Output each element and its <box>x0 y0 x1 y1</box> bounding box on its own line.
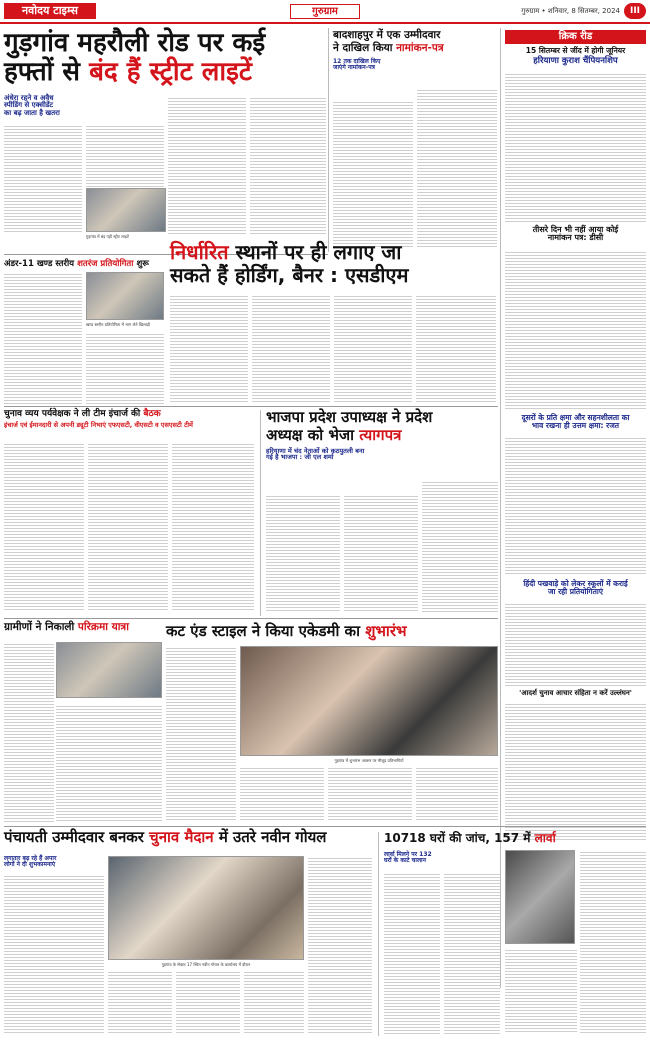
quote-body <box>505 702 646 842</box>
academy-headline-highlight: शुभारंभ <box>365 622 407 640</box>
badshahpur-headline-2a: ने दाखिल किया <box>333 42 397 55</box>
lead-body-col-1 <box>4 124 82 234</box>
kshama-headline-1: दूसरों के प्रति क्षमा और सहनशीलता का <box>521 413 630 422</box>
lead-headline-line-1: गुड़गांव महरौली रोड पर कई <box>4 28 266 58</box>
hindi-headline-1: हिंदी पखवाड़े को लेकर स्कूलों में कराई <box>523 579 628 588</box>
badshahpur-sub-2: जाएंगे नामांकन-पत्र <box>333 64 375 72</box>
chess-headline-highlight: शतरंज प्रतियोगिता <box>77 259 134 269</box>
larva-sub-1: लार्वा मिलने पर 132 <box>384 851 432 858</box>
hoarding-body-3 <box>334 294 412 402</box>
nomination-headline-1: तीसरे दिन भी नहीं आया कोई <box>532 225 619 234</box>
page-number: III <box>624 3 646 19</box>
section-label: गुरुग्राम <box>290 4 360 19</box>
lead-sub-3: का बढ़ जाता है खतरा <box>4 108 60 117</box>
panchayat-photo-caption: गुड़गांव के सेक्टर 17 स्थित नवीन गोयल के कार्यालय में दौरान <box>161 962 251 967</box>
panchayat-side <box>4 856 104 869</box>
expense-headline-highlight: बैठक <box>143 409 161 419</box>
hindi-quote: 'आदर्श चुनाव आचार संहिता न करें उल्लंघन' <box>519 689 632 697</box>
panchayat-body-2 <box>108 970 172 1034</box>
bjp-body-2 <box>344 494 418 612</box>
bjp-headline-highlight: त्यागपत्र <box>359 425 402 444</box>
cricket-headline-2: हरियाणा कुराश चैंपियनशिप <box>533 55 618 66</box>
chess-headline-prefix: अंडर-11 खण्ड स्तरीय <box>4 259 78 269</box>
panchayat-body-3 <box>176 970 240 1034</box>
cricket-body <box>505 72 646 222</box>
larva-headline-a: 10718 घरों की जांच, 157 में <box>384 831 535 845</box>
lead-body-col-4 <box>250 96 326 234</box>
hoarding-story <box>170 242 500 286</box>
badshahpur-headline-1: बादशाहपुर में एक उम्मीदवार <box>333 29 441 41</box>
parikrama-headline <box>4 622 174 633</box>
panchayat-body-5 <box>308 856 372 1034</box>
panchayat-headline-c: में उतरे नवीन गोयल <box>213 828 327 846</box>
panchayat-body-1 <box>4 874 104 1034</box>
bjp-body-1 <box>266 494 340 612</box>
badshahpur-body-1 <box>333 100 413 248</box>
panchayat-side-head-2: लोगों ने दी शुभकामनाएं <box>4 861 56 869</box>
badshahpur-sub-1: 12 तक दाखिल किए <box>333 58 381 66</box>
larva-body-1 <box>384 872 440 1034</box>
bjp-headline-2 <box>266 425 498 444</box>
lead-subhead <box>4 95 84 117</box>
academy-headline-a: कट एंड स्टाइल ने किया एकेडमी का <box>166 622 366 640</box>
kshama-headline-2: भाव रखना ही उत्तम क्षमा: रजत <box>531 420 620 430</box>
nomination-story <box>505 226 646 243</box>
panchayat-headline-highlight: चुनाव मैदान <box>149 828 214 846</box>
larva-body-4 <box>505 948 577 1034</box>
lead-photo-caption: गुड़गांव में बंद पड़ी स्ट्रीट लाइटें <box>86 234 129 239</box>
lead-sub-1: अंधेरा रहने व अवैध <box>4 94 54 102</box>
chess-body-2 <box>86 332 164 404</box>
academy-body-3 <box>328 766 412 822</box>
panchayat-headline-a: पंचायती उम्मीदवार बनकर <box>4 828 150 846</box>
kshama-story <box>505 414 646 430</box>
academy-body-4 <box>416 766 498 822</box>
badshahpur-body-2 <box>417 88 497 248</box>
hoarding-body-1 <box>170 294 248 402</box>
lead-photo <box>86 188 166 232</box>
masthead <box>0 0 650 24</box>
parikrama-headline-highlight: परिक्रमा यात्रा <box>77 621 129 633</box>
larva-headline <box>384 832 594 845</box>
lead-headline-line-2 <box>4 59 324 86</box>
expense-body-1 <box>4 442 84 612</box>
academy-photo-caption: गुड़गांव में शुभारंभ अवसर पर मौजूद प्रतिभागियों <box>334 758 404 763</box>
expense-body-2 <box>88 442 168 612</box>
cricket-story <box>505 47 646 66</box>
hoarding-headline-2: सकते हैं होर्डिंग, बैनर : एसडीएम <box>170 263 409 287</box>
hindi-body <box>505 602 646 686</box>
larva-sub <box>384 852 494 865</box>
parikrama-body <box>4 642 54 822</box>
hoarding-headline-1b: स्थानों पर ही लगाए जा <box>228 240 402 264</box>
academy-photo <box>240 646 498 756</box>
expense-headline-2: इंचार्ज एवं ईमानदारी से अपनी ड्यूटी निभाएं एफएसटी, वीएसटी व एसएसटी टीमें <box>4 421 193 430</box>
bjp-sub-2: गई है भाजपा : जी एल शर्मा <box>266 453 334 462</box>
badshahpur-headline-highlight: नामांकन-पत्र <box>396 42 444 55</box>
panchayat-side-head-1: लगातार बढ़ रहे हैं अपार <box>4 855 57 862</box>
hindi-story <box>505 580 646 596</box>
lead-body-col-3 <box>168 96 246 234</box>
expense-headline-1a: चुनाव व्यय पर्यवेक्षक ने ली टीम इंचार्ज की <box>4 409 144 419</box>
panchayat-photo <box>108 856 304 960</box>
expense-headline-1 <box>4 410 274 419</box>
lead-sub-2: स्पीडिंग से एक्सीडेंट <box>4 101 54 110</box>
parikrama-headline-a: ग्रामीणों ने निकाली <box>4 621 78 633</box>
nomination-headline-2: नामांकन पत्र: डीसी <box>547 233 604 243</box>
badshahpur-story <box>333 30 493 72</box>
larva-sub-2: घरों के काटे चालान <box>384 857 426 865</box>
chess-body-1 <box>4 272 82 404</box>
hindi-headline-2: जा रही प्रतियोगिताएं <box>547 586 604 596</box>
bjp-body-3 <box>422 480 498 612</box>
bjp-headline-2a: अध्यक्ष को भेजा <box>266 425 360 444</box>
badshahpur-headline-2 <box>333 43 493 54</box>
kshama-body <box>505 436 646 576</box>
larva-photo <box>505 850 575 944</box>
academy-body-1 <box>166 646 236 822</box>
nomination-body <box>505 250 646 410</box>
hoarding-headline-1 <box>170 242 500 263</box>
lead-headline-line-2a: हफ्तों से <box>4 57 90 88</box>
academy-body-2 <box>240 766 324 822</box>
hoarding-headline-highlight: निर्धारित <box>170 240 229 264</box>
chess-headline-suffix: शुरू <box>133 259 149 269</box>
bjp-story <box>266 410 498 461</box>
bjp-sub-1: हरियाणा में चंद नेताओं को कठपुतली बना <box>266 446 365 455</box>
hoarding-body-2 <box>252 294 330 402</box>
expense-story <box>4 410 274 429</box>
cricket-headline-1: 15 सितम्बर से जींद में होगी जूनियर <box>525 46 626 55</box>
parikrama-photo <box>56 642 162 698</box>
expense-body-3 <box>172 442 254 612</box>
chess-photo <box>86 272 164 320</box>
academy-story <box>166 624 500 640</box>
hoarding-body-4 <box>416 294 496 402</box>
chess-headline <box>4 258 184 269</box>
larva-headline-highlight: लार्वा <box>534 831 556 845</box>
academy-headline <box>166 624 500 640</box>
panchayat-body-4 <box>244 970 304 1034</box>
lead-headline-highlight: बंद हैं स्ट्रीट लाइटें <box>89 57 252 88</box>
dateline: गुरुग्राम • शनिवार, 8 सितम्बर, 2024 <box>521 7 620 15</box>
larva-body-2 <box>444 872 500 1034</box>
larva-body-3 <box>580 850 646 1034</box>
panchayat-headline <box>4 830 404 846</box>
paper-logo: नवोदय टाइम्स <box>4 3 96 19</box>
chess-photo-caption: खण्ड स्तरीय प्रतियोगिता में भाग लेते खिलाड़ी <box>86 322 151 327</box>
cricket-tag: क्रिक रीड <box>505 30 646 44</box>
bjp-headline-1: भाजपा प्रदेश उपाध्यक्ष ने प्रदेश <box>266 408 433 426</box>
parikrama-body-2 <box>56 704 162 822</box>
